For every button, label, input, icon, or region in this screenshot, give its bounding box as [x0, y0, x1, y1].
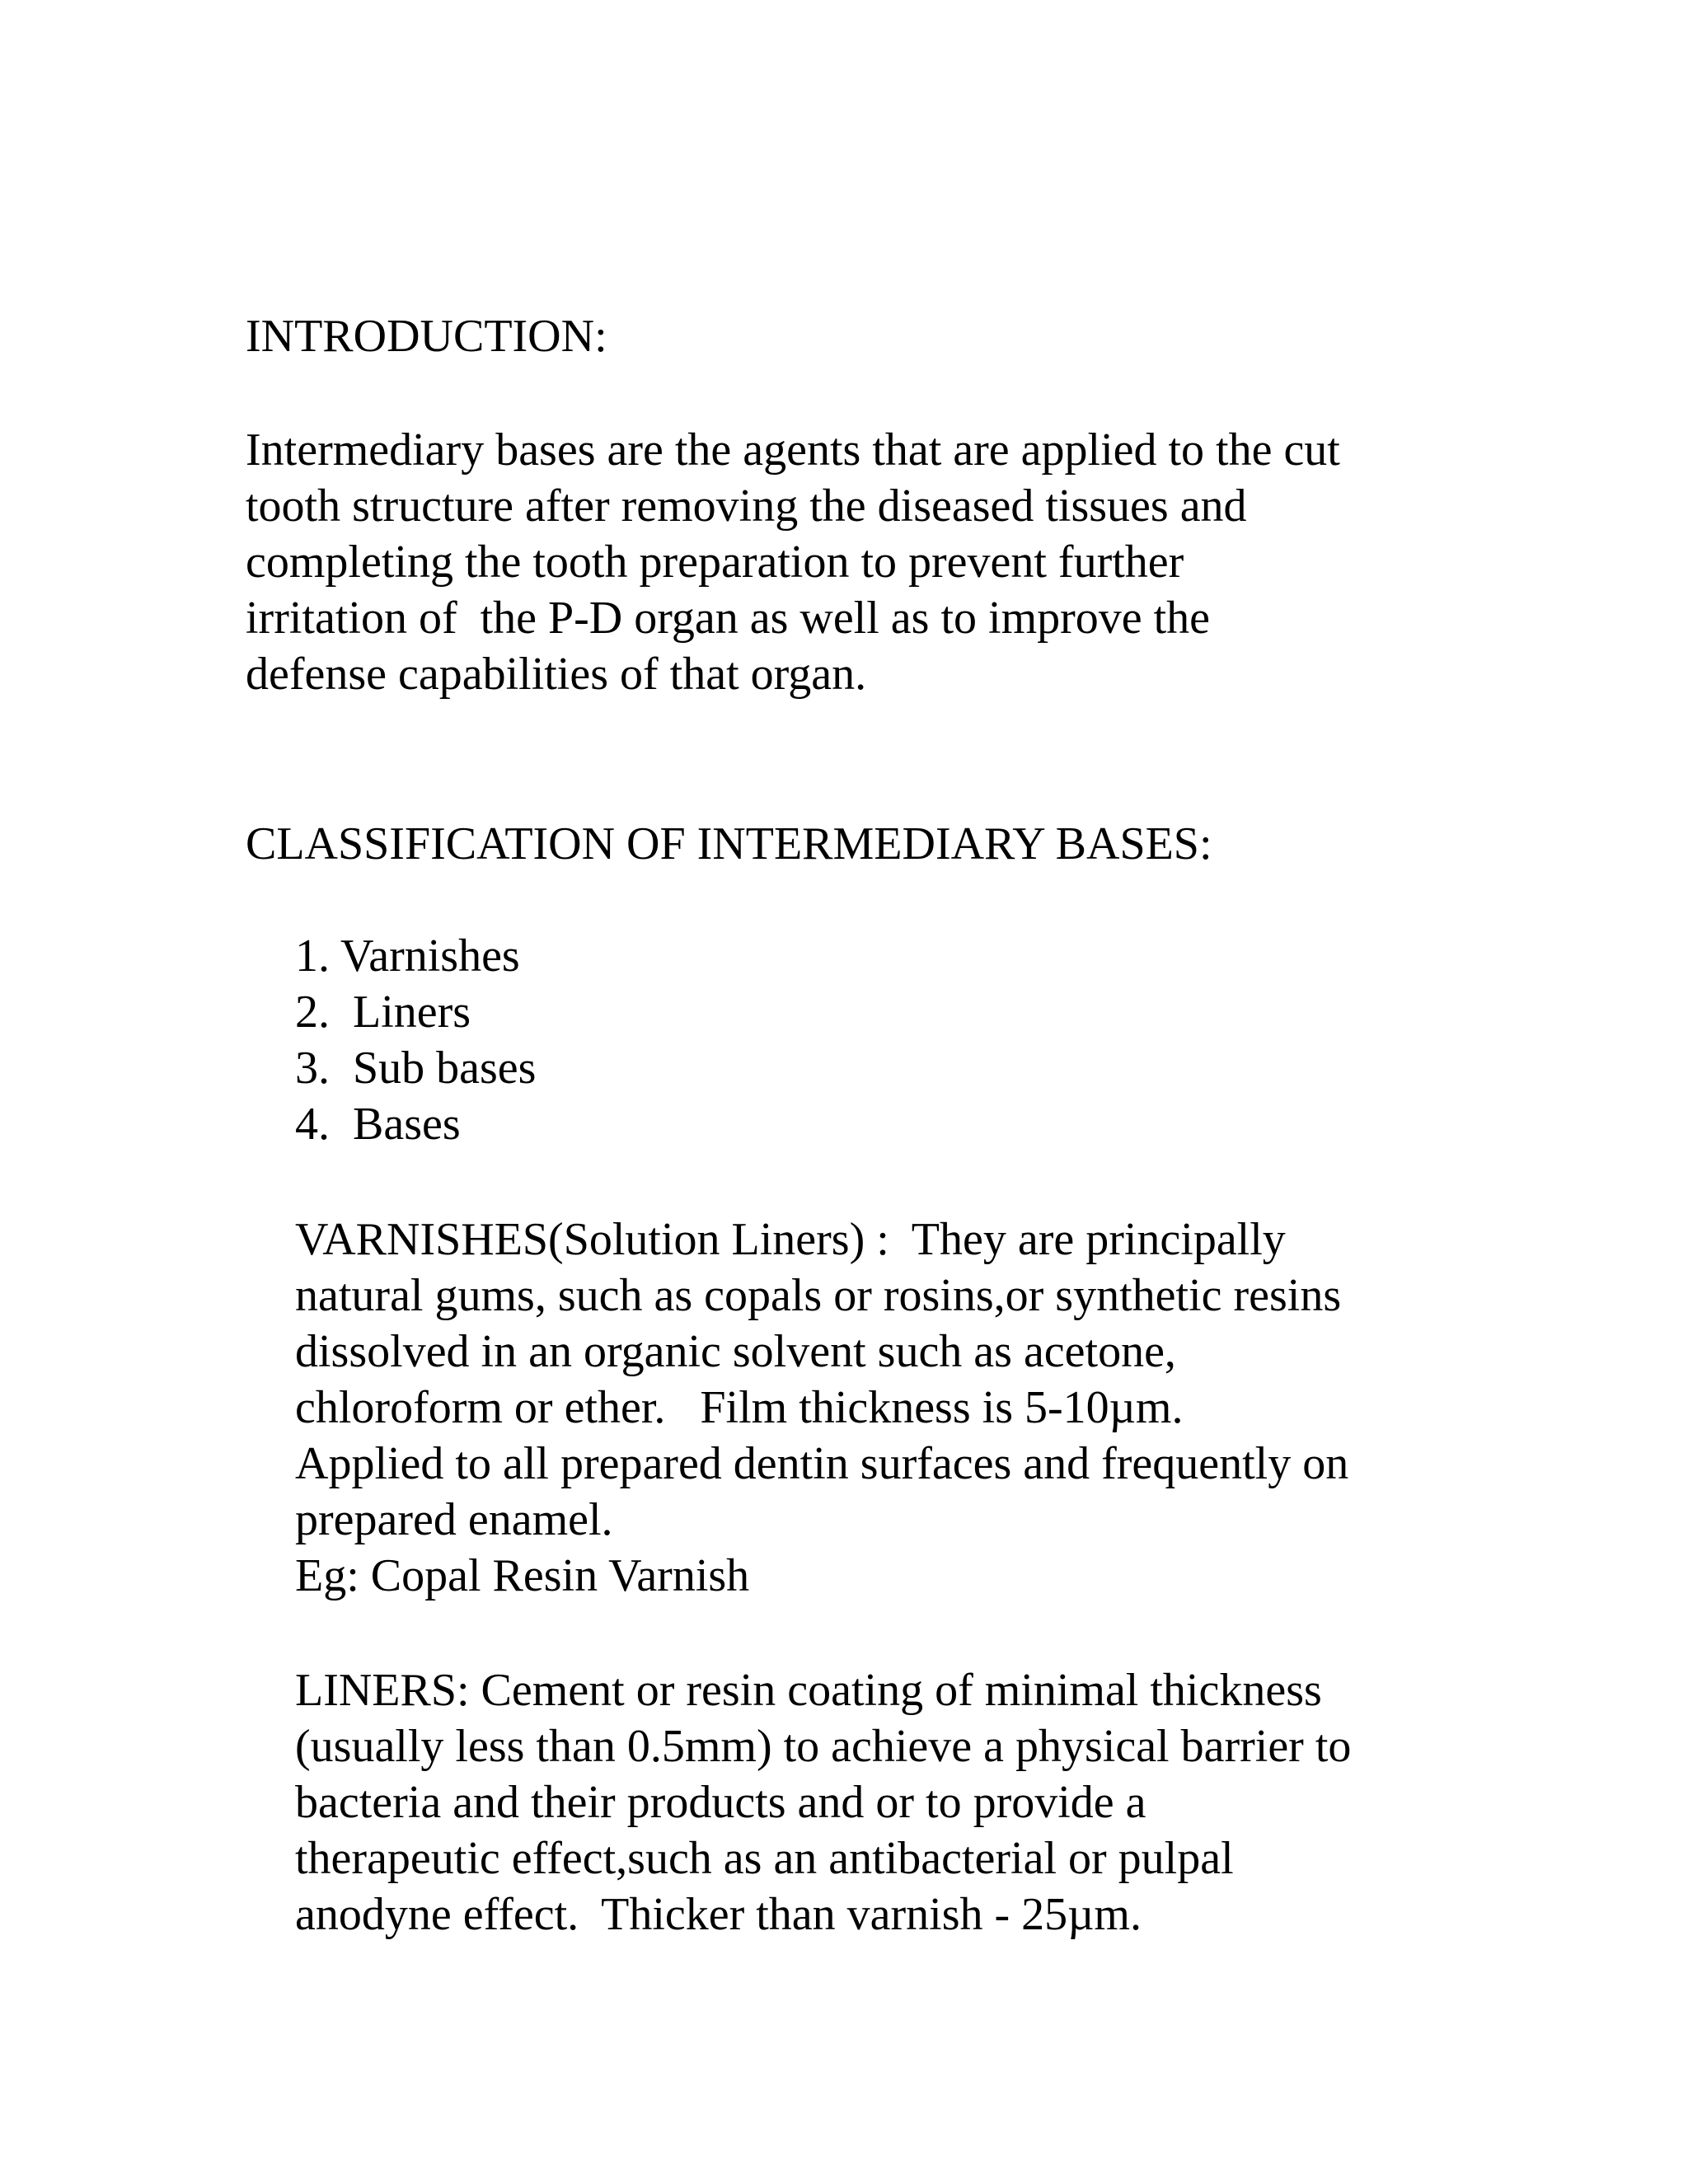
- paragraph-line: Eg: Copal Resin Varnish: [295, 1550, 750, 1601]
- list-item: 4. Bases: [295, 1099, 461, 1150]
- paragraph-line: Applied to all prepared dentin surfaces and frequently on: [295, 1438, 1349, 1489]
- paragraph-line: defense capabilities of that organ.: [246, 649, 867, 700]
- list-item: 2. Liners: [295, 987, 471, 1038]
- paragraph-line: VARNISHES(Solution Liners) : They are principally: [295, 1214, 1286, 1265]
- paragraph-line: dissolved in an organic solvent such as acetone,: [295, 1326, 1176, 1377]
- liners-paragraph: [295, 1662, 1351, 1943]
- paragraph-line: Intermediary bases are the agents that are applied to the cut: [246, 424, 1340, 476]
- paragraph-line: prepared enamel.: [295, 1494, 613, 1545]
- introduction-paragraph: [246, 422, 1340, 702]
- classification-heading: CLASSIFICATION OF INTERMEDIARY BASES:: [246, 818, 1212, 869]
- classification-list: [295, 928, 536, 1152]
- varnishes-paragraph: [295, 1212, 1348, 1604]
- paragraph-line: completing the tooth preparation to prevent further: [246, 537, 1184, 588]
- paragraph-line: natural gums, such as copals or rosins,or synthetic resins: [295, 1270, 1342, 1321]
- paragraph-line: irritation of the P-D organ as well as to improve the: [246, 593, 1211, 644]
- paragraph-line: therapeutic effect,such as an antibacterial or pulpal: [295, 1833, 1234, 1884]
- list-item: 1. Varnishes: [295, 930, 520, 982]
- paragraph-line: LINERS: Cement or resin coating of minimal thickness: [295, 1665, 1322, 1716]
- introduction-heading: INTRODUCTION:: [246, 311, 607, 362]
- paragraph-line: bacteria and their products and or to provide a: [295, 1777, 1146, 1828]
- paragraph-line: chloroform or ether. Film thickness is 5-10µm.: [295, 1382, 1184, 1433]
- paragraph-line: tooth structure after removing the diseased tissues and: [246, 480, 1247, 532]
- list-item: 3. Sub bases: [295, 1043, 537, 1094]
- paragraph-line: (usually less than 0.5mm) to achieve a physical barrier to: [295, 1721, 1352, 1772]
- paragraph-line: anodyne effect. Thicker than varnish - 25µm.: [295, 1889, 1142, 1940]
